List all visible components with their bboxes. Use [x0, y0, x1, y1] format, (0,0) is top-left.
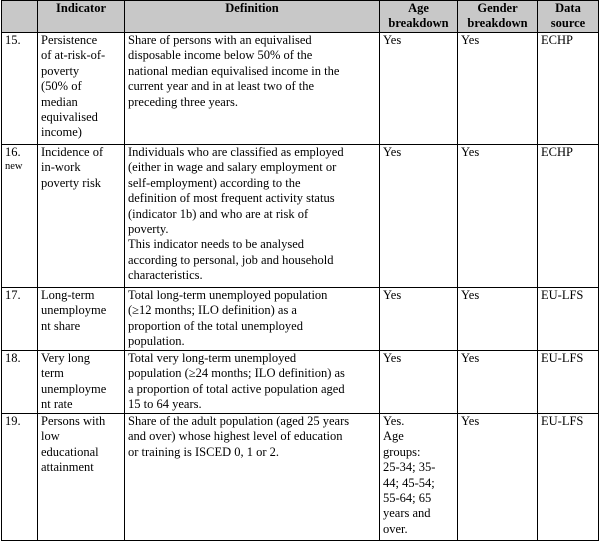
data-source-cell: EU-LFS: [538, 414, 599, 541]
header-source-line2: source: [550, 16, 586, 31]
definition-cell: Total very long-term unemployed population (≥24 months; ILO definition) as a proportion of total active population aged 15 to 64 years.: [125, 351, 380, 414]
row-number: 17.: [5, 288, 21, 302]
header-data-source: [538, 1, 599, 33]
age-breakdown-cell: Yes: [380, 33, 458, 145]
header-indicator: Indicator: [38, 1, 125, 33]
indicator-cell: Incidence of in-work poverty risk: [38, 145, 125, 288]
row-number-cell: [2, 351, 38, 414]
gender-breakdown-cell: Yes: [458, 414, 538, 541]
indicators-table: [1, 0, 599, 541]
row-number: 15.: [5, 33, 21, 47]
header-gender-breakdown: [458, 1, 538, 33]
row-number-cell: [2, 33, 38, 145]
header-row: [2, 1, 599, 33]
indicator-cell: Persons with low educational attainment: [38, 414, 125, 541]
row-number: 16.: [5, 145, 21, 159]
age-breakdown-cell: Yes: [380, 351, 458, 414]
age-breakdown-cell: Yes. Age groups: 25-34; 35- 44; 45-54; 55-64; 65 years and over.: [380, 414, 458, 541]
age-breakdown-cell: Yes: [380, 288, 458, 351]
row-number: 18.: [5, 351, 21, 365]
header-age-line1: Age: [408, 1, 429, 15]
header-age-line2: breakdown: [388, 16, 449, 31]
gender-breakdown-cell: Yes: [458, 351, 538, 414]
row-number-cell: [2, 145, 38, 288]
gender-breakdown-cell: Yes: [458, 145, 538, 288]
gender-breakdown-cell: Yes: [458, 33, 538, 145]
gender-breakdown-cell: Yes: [458, 288, 538, 351]
table-row: [2, 288, 599, 351]
data-source-cell: EU-LFS: [538, 351, 599, 414]
data-source-cell: ECHP: [538, 145, 599, 288]
indicator-cell: Long-term unemployme nt share: [38, 288, 125, 351]
header-age-breakdown: [380, 1, 458, 33]
new-tag: new: [5, 161, 23, 173]
indicator-cell: Very long term unemployme nt rate: [38, 351, 125, 414]
row-number-cell: [2, 414, 38, 541]
table-row: [2, 33, 599, 145]
table-row: [2, 414, 599, 541]
data-source-cell: EU-LFS: [538, 288, 599, 351]
header-gender-line2: breakdown: [467, 16, 528, 31]
definition-cell: Share of persons with an equivalised disposable income below 50% of the national median equivalised income in the current year and in at least two of the preceding three years.: [125, 33, 380, 145]
table-row: [2, 145, 599, 288]
definition-cell: Individuals who are classified as employed (either in wage and salary employment or self-employment) according to the definition of most frequent activity status (indicator 1b) and who are at risk of poverty. This indicator needs to be analysed according to personal, job and household characteristics.: [125, 145, 380, 288]
row-number-cell: [2, 288, 38, 351]
definition-cell: Total long-term unemployed population (≥12 months; ILO definition) as a proportion of the total unemployed population.: [125, 288, 380, 351]
header-definition: Definition: [125, 1, 380, 33]
row-number: 19.: [5, 414, 21, 428]
header-source-line1: Data: [555, 1, 581, 15]
definition-cell: Share of the adult population (aged 25 years and over) whose highest level of education or training is ISCED 0, 1 or 2.: [125, 414, 380, 541]
table-row: [2, 351, 599, 414]
data-source-cell: ECHP: [538, 33, 599, 145]
age-breakdown-cell: Yes: [380, 145, 458, 288]
indicator-cell: Persistence of at-risk-of- poverty (50% of median equivalised income): [38, 33, 125, 145]
header-gender-line1: Gender: [477, 1, 518, 15]
header-number: [2, 1, 38, 33]
